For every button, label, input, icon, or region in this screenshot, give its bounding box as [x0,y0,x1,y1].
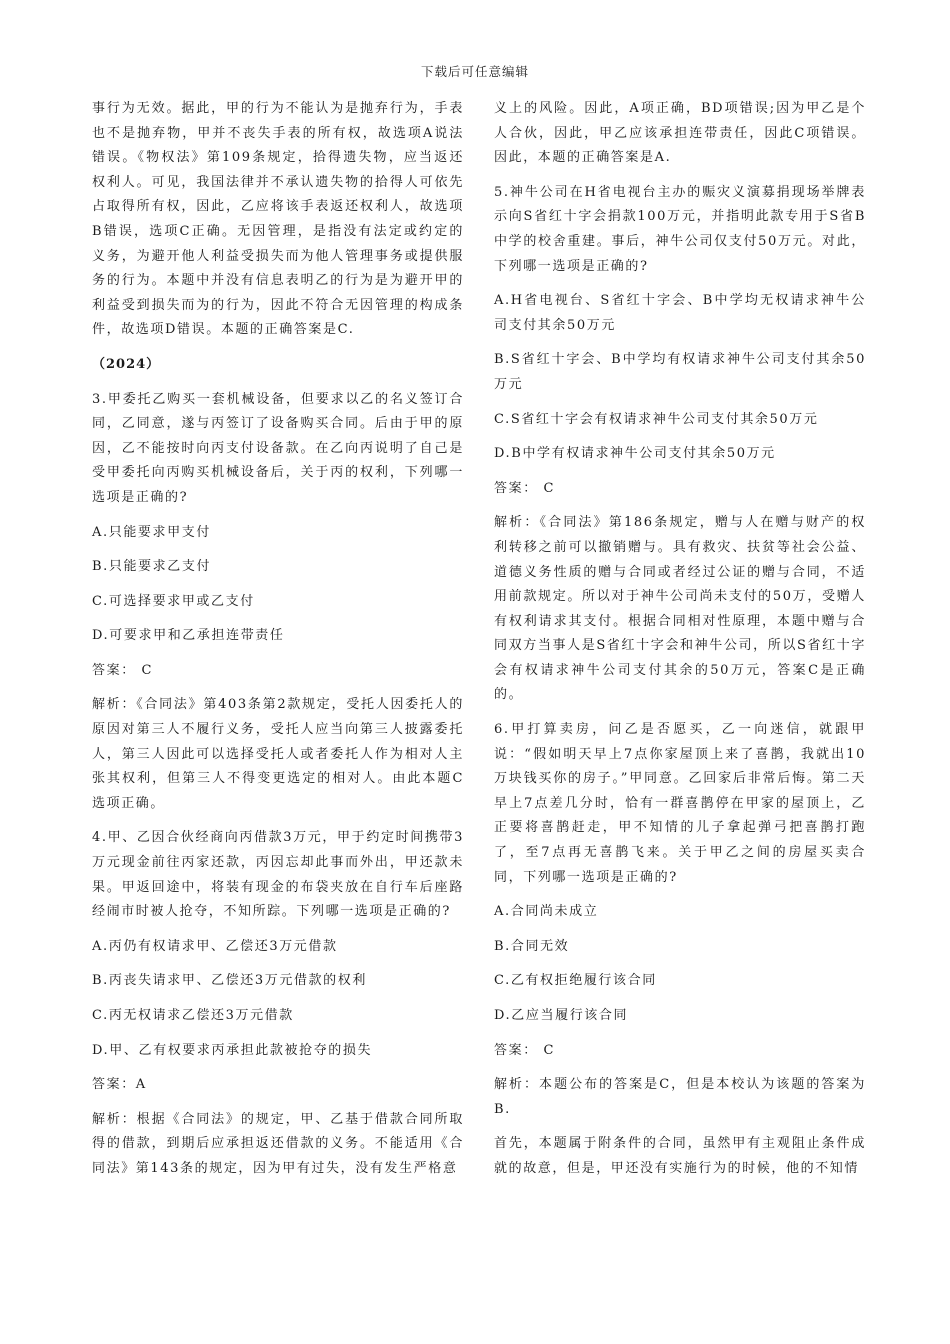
paragraph: 首先，本题属于附条件的合同，虽然甲有主观阻止条件成就的故意，但是，甲还没有实施行为的时候，他的不知情 [494,1136,866,1176]
paragraph: 3.甲委托乙购买一套机械设备，但要求以乙的名义签订合同，乙同意，遂与丙签订了设备购买合同。后由于甲的原因，乙不能按时向丙支付设备款。在乙向丙说明了自己是受甲委托向丙购买机械设备后，关于丙的权利，下列哪一选项是正确的? [92,391,464,505]
option-line: D.可要求甲和乙承担连带责任 [92,628,285,644]
option-line: D.甲、乙有权要求丙承担此款被抢夺的损失 [92,1042,373,1058]
option-line: D.乙应当履行该合同 [494,1008,629,1023]
option-line: 答案：A [92,1077,147,1093]
option-line: C.丙无权请求乙偿还3万元借款 [92,1008,294,1023]
page-header: 下载后可任意编辑 [420,64,529,79]
paragraph: 义上的风险。因此，A项正确，BD项错误;因为甲乙是个人合伙，因此，甲乙应该承担连带责任，因此C项错误。因此，本题的正确答案是A. [494,101,866,166]
option-line: C.乙有权拒绝履行该合同 [494,973,657,989]
option-line: C.可选择要求甲或乙支付 [92,593,255,609]
option-line: B.合同无效 [494,938,570,954]
option-line: C.S省红十字会有权请求神牛公司支付其余50万元 [494,411,819,427]
left-column [92,97,464,1192]
option-line: A.丙仍有权请求甲、乙偿还3万元借款 [92,938,338,954]
paragraph: 事行为无效。据此，甲的行为不能认为是抛弃行为，手表也不是抛弃物，甲并不丧失手表的所有权，故选项A说法错误。《物权法》第109条规定，拾得遗失物，应当返还权利人。可见，我国法律并不承认遗失物的拾得人可依先占取得所有权，因此，乙应将该手表返还权利人，故选项B错误，选项C正确。无因管理，是指没有法定或约定的义务，为避开他人利益受损失而为他人管理事务或提供服务的行为。本题中并没有信息表明乙的行为是为避开甲的利益受到损失而为的行为，因此不符合无因管理的构成条件，故选项D错误。本题的正确答案是C. [92,101,464,338]
option-line: A.合同尚未成立 [494,904,599,920]
paragraph: 解析：根据《合同法》的规定，甲、乙基于借款合同所取得的借款，到期后应承担返还借款的义务。不能适用《合同法》第143条的规定，因为甲有过失，没有发生严格意 [92,1111,464,1176]
year-heading: （2024） [92,356,161,372]
option-line: B.S省红十字会、B中学均有权请求神牛公司支付其余50万元 [494,352,866,392]
paragraph: 解析：本题公布的答案是C，但是本校认为该题的答案为B. [494,1077,866,1117]
option-line: B.丙丧失请求甲、乙偿还3万元借款的权利 [92,973,367,989]
paragraph: 解析：《合同法》第403条第2款规定，受托人因委托人的原因对第三人不履行义务，受托人应当向第三人披露委托人，第三人因此可以选择受托人或者委托人作为相对人主张其权利，但第三人不得变更选定的相对人。由此本题C选项正确。 [92,697,464,811]
option-line: B.只能要求乙支付 [92,559,212,575]
option-line: 答案： C [494,1042,556,1058]
paragraph: 6.甲打算卖房，问乙是否愿买，乙一向迷信，就跟甲说：“假如明天早上7点你家屋顶上来了喜鹊，我就出10万块钱买你的房子。”甲同意。乙回家后非常后悔。第二天早上7点差几分时，恰有一群喜鹊停在甲家的屋顶上，乙正要将喜鹊赶走，甲不知情的儿子拿起弹弓把喜鹊打跑了，至7点再无喜鹊飞来。关于甲乙之间的房屋买卖合同，下列哪一选项是正确的? [494,722,866,885]
option-line: A.只能要求甲支付 [92,524,211,540]
right-column [494,97,866,1192]
paragraph: 解析：《合同法》第186条规定，赠与人在赠与财产的权利转移之前可以撤销赠与。具有救灾、扶贫等社会公益、道德义务性质的赠与合同或者经过公证的赠与合同，不适用前款规定。所以对于神牛公司尚未支付的50万，受赠人有权利请求其支付。根据合同相对性原理，本题中赠与合同双方当事人是S省红十字会和神牛公司，所以S省红十字会有权请求神牛公司支付其余的50万元，答案C是正确的。 [494,515,866,703]
paragraph: 4.甲、乙因合伙经商向丙借款3万元，甲于约定时间携带3万元现金前往丙家还款，丙因忘却此事而外出，甲还款未果。甲返回途中，将装有现金的布袋夹放在自行车后座路经闹市时被人抢夺，不知所踪。下列哪一选项是正确的? [92,830,464,920]
paragraph: 5.神牛公司在H省电视台主办的赈灾义演募捐现场举牌表示向S省红十字会捐款100万元，并指明此款专用于S省B中学的校舍重建。事后，神牛公司仅支付50万元。对此，下列哪一选项是正确的? [494,184,866,274]
option-line: 答案： C [494,480,556,496]
option-line: A.H省电视台、S省红十字会、B中学均无权请求神牛公司支付其余50万元 [494,293,866,333]
option-line: D.B中学有权请求神牛公司支付其余50万元 [494,446,776,462]
option-line: 答案： C [92,662,154,678]
